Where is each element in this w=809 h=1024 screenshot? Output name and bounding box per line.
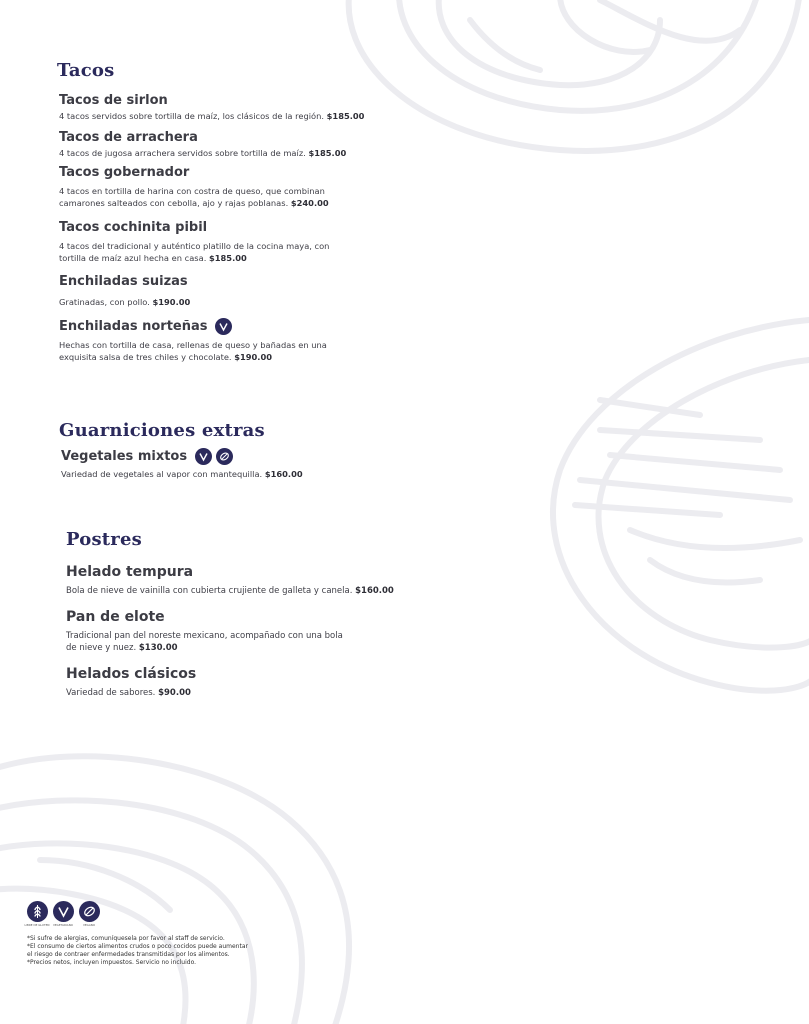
- menu-item: [57, 318, 437, 363]
- item-name: Helado tempura: [66, 564, 194, 580]
- item-name: Enchiladas suizas: [59, 274, 188, 289]
- item-price: $185.00: [326, 111, 365, 121]
- item-description-line: exquisita salsa de tres chiles y chocolate.: [59, 352, 232, 362]
- item-description: Bola de nieve de vainilla con cubierta crujiente de galleta y canela.: [66, 586, 353, 596]
- item-description: 4 tacos servidos sobre tortilla de maíz, los clásicos de la región.: [59, 111, 325, 121]
- item-description-line: de nieve y nuez.: [66, 643, 137, 653]
- item-name: Tacos cochinita pibil: [59, 220, 208, 235]
- vegetarian-icon: [53, 901, 74, 922]
- item-description: Gratinadas, con pollo.: [59, 297, 150, 307]
- section-postres: [66, 529, 394, 698]
- menu-item: [66, 564, 446, 597]
- item-name: Tacos de arrachera: [59, 130, 198, 145]
- item-name: Tacos de sirlon: [59, 93, 168, 108]
- item-price: $240.00: [290, 198, 329, 208]
- item-price: $90.00: [158, 688, 191, 698]
- item-price: $160.00: [355, 586, 394, 596]
- footer-note: *El consumo de ciertos alimentos crudos o poco cocidos puede aumentar: [27, 943, 248, 950]
- legend-item: [24, 901, 50, 927]
- item-description-line: tortilla de maíz azul hecha en casa.: [59, 253, 207, 263]
- item-name: Enchiladas norteñas: [59, 318, 208, 334]
- gluten-free-icon: [27, 901, 48, 922]
- item-price: $190.00: [152, 297, 191, 307]
- item-description: Variedad de vegetales al vapor con mantequilla.: [61, 469, 263, 479]
- section-title-tacos: Tacos: [57, 60, 115, 81]
- footer: [24, 901, 307, 967]
- item-description-line: Hechas con tortilla de casa, rellenas de queso y bañadas en una: [59, 340, 327, 350]
- item-price: $185.00: [308, 148, 347, 158]
- menu-item: [59, 448, 439, 480]
- item-description: 4 tacos de jugosa arrachera servidos sobre tortilla de maíz.: [59, 148, 306, 158]
- footer-notes: [27, 935, 307, 967]
- item-price: $160.00: [264, 469, 303, 479]
- section-title-guarniciones: Guarniciones extras: [59, 420, 265, 441]
- item-price: $190.00: [234, 352, 273, 362]
- menu-item: [57, 220, 437, 264]
- section-guarniciones: [59, 420, 303, 479]
- footer-note: *Precios netos, incluyen impuestos. Servicio no incluido.: [27, 959, 197, 966]
- legend-item: [79, 901, 99, 927]
- item-name: Vegetales mixtos: [61, 448, 188, 464]
- item-description: Variedad de sabores.: [66, 688, 156, 698]
- vegetarian-icon: [215, 318, 232, 335]
- vegan-icon: [79, 901, 100, 922]
- menu-item: [57, 130, 437, 159]
- menu-item: [66, 666, 446, 699]
- menu-item: [66, 609, 446, 654]
- section-tacos: [57, 60, 365, 362]
- item-description-line: camarones salteados con cebolla, ajo y rajas poblanas.: [59, 198, 289, 208]
- footer-note: el riesgo de contraer enfermedades transmitidas por los alimentos.: [27, 951, 230, 958]
- item-description-line: 4 tacos del tradicional y auténtico platillo de la cocina maya, con: [59, 241, 330, 251]
- vegetarian-icon: [195, 448, 212, 465]
- legend-label: VEGANO: [82, 923, 96, 927]
- item-name: Pan de elote: [66, 609, 165, 625]
- item-description-line: Tradicional pan del noreste mexicano, acompañado con una bola: [66, 631, 343, 641]
- legend-label: VEGETARIANO: [53, 923, 73, 927]
- dietary-legend: [24, 901, 307, 927]
- item-name: Tacos gobernador: [59, 165, 190, 180]
- item-name: Helados clásicos: [66, 666, 197, 682]
- item-description-line: 4 tacos en tortilla de harina con costra de queso, que combinan: [59, 186, 325, 196]
- section-title-postres: Postres: [66, 529, 142, 550]
- vegan-icon: [216, 448, 233, 465]
- menu-item: [57, 165, 437, 209]
- legend-label: LIBRE DE GLUTEN: [24, 923, 50, 927]
- legend-item: [53, 901, 73, 927]
- menu-item: [57, 274, 437, 308]
- footer-note: *Si sufre de alergias, comuníquesela por favor al staff de servicio.: [27, 935, 225, 942]
- item-price: $185.00: [208, 253, 247, 263]
- menu-item: [57, 93, 437, 122]
- item-price: $130.00: [138, 643, 178, 653]
